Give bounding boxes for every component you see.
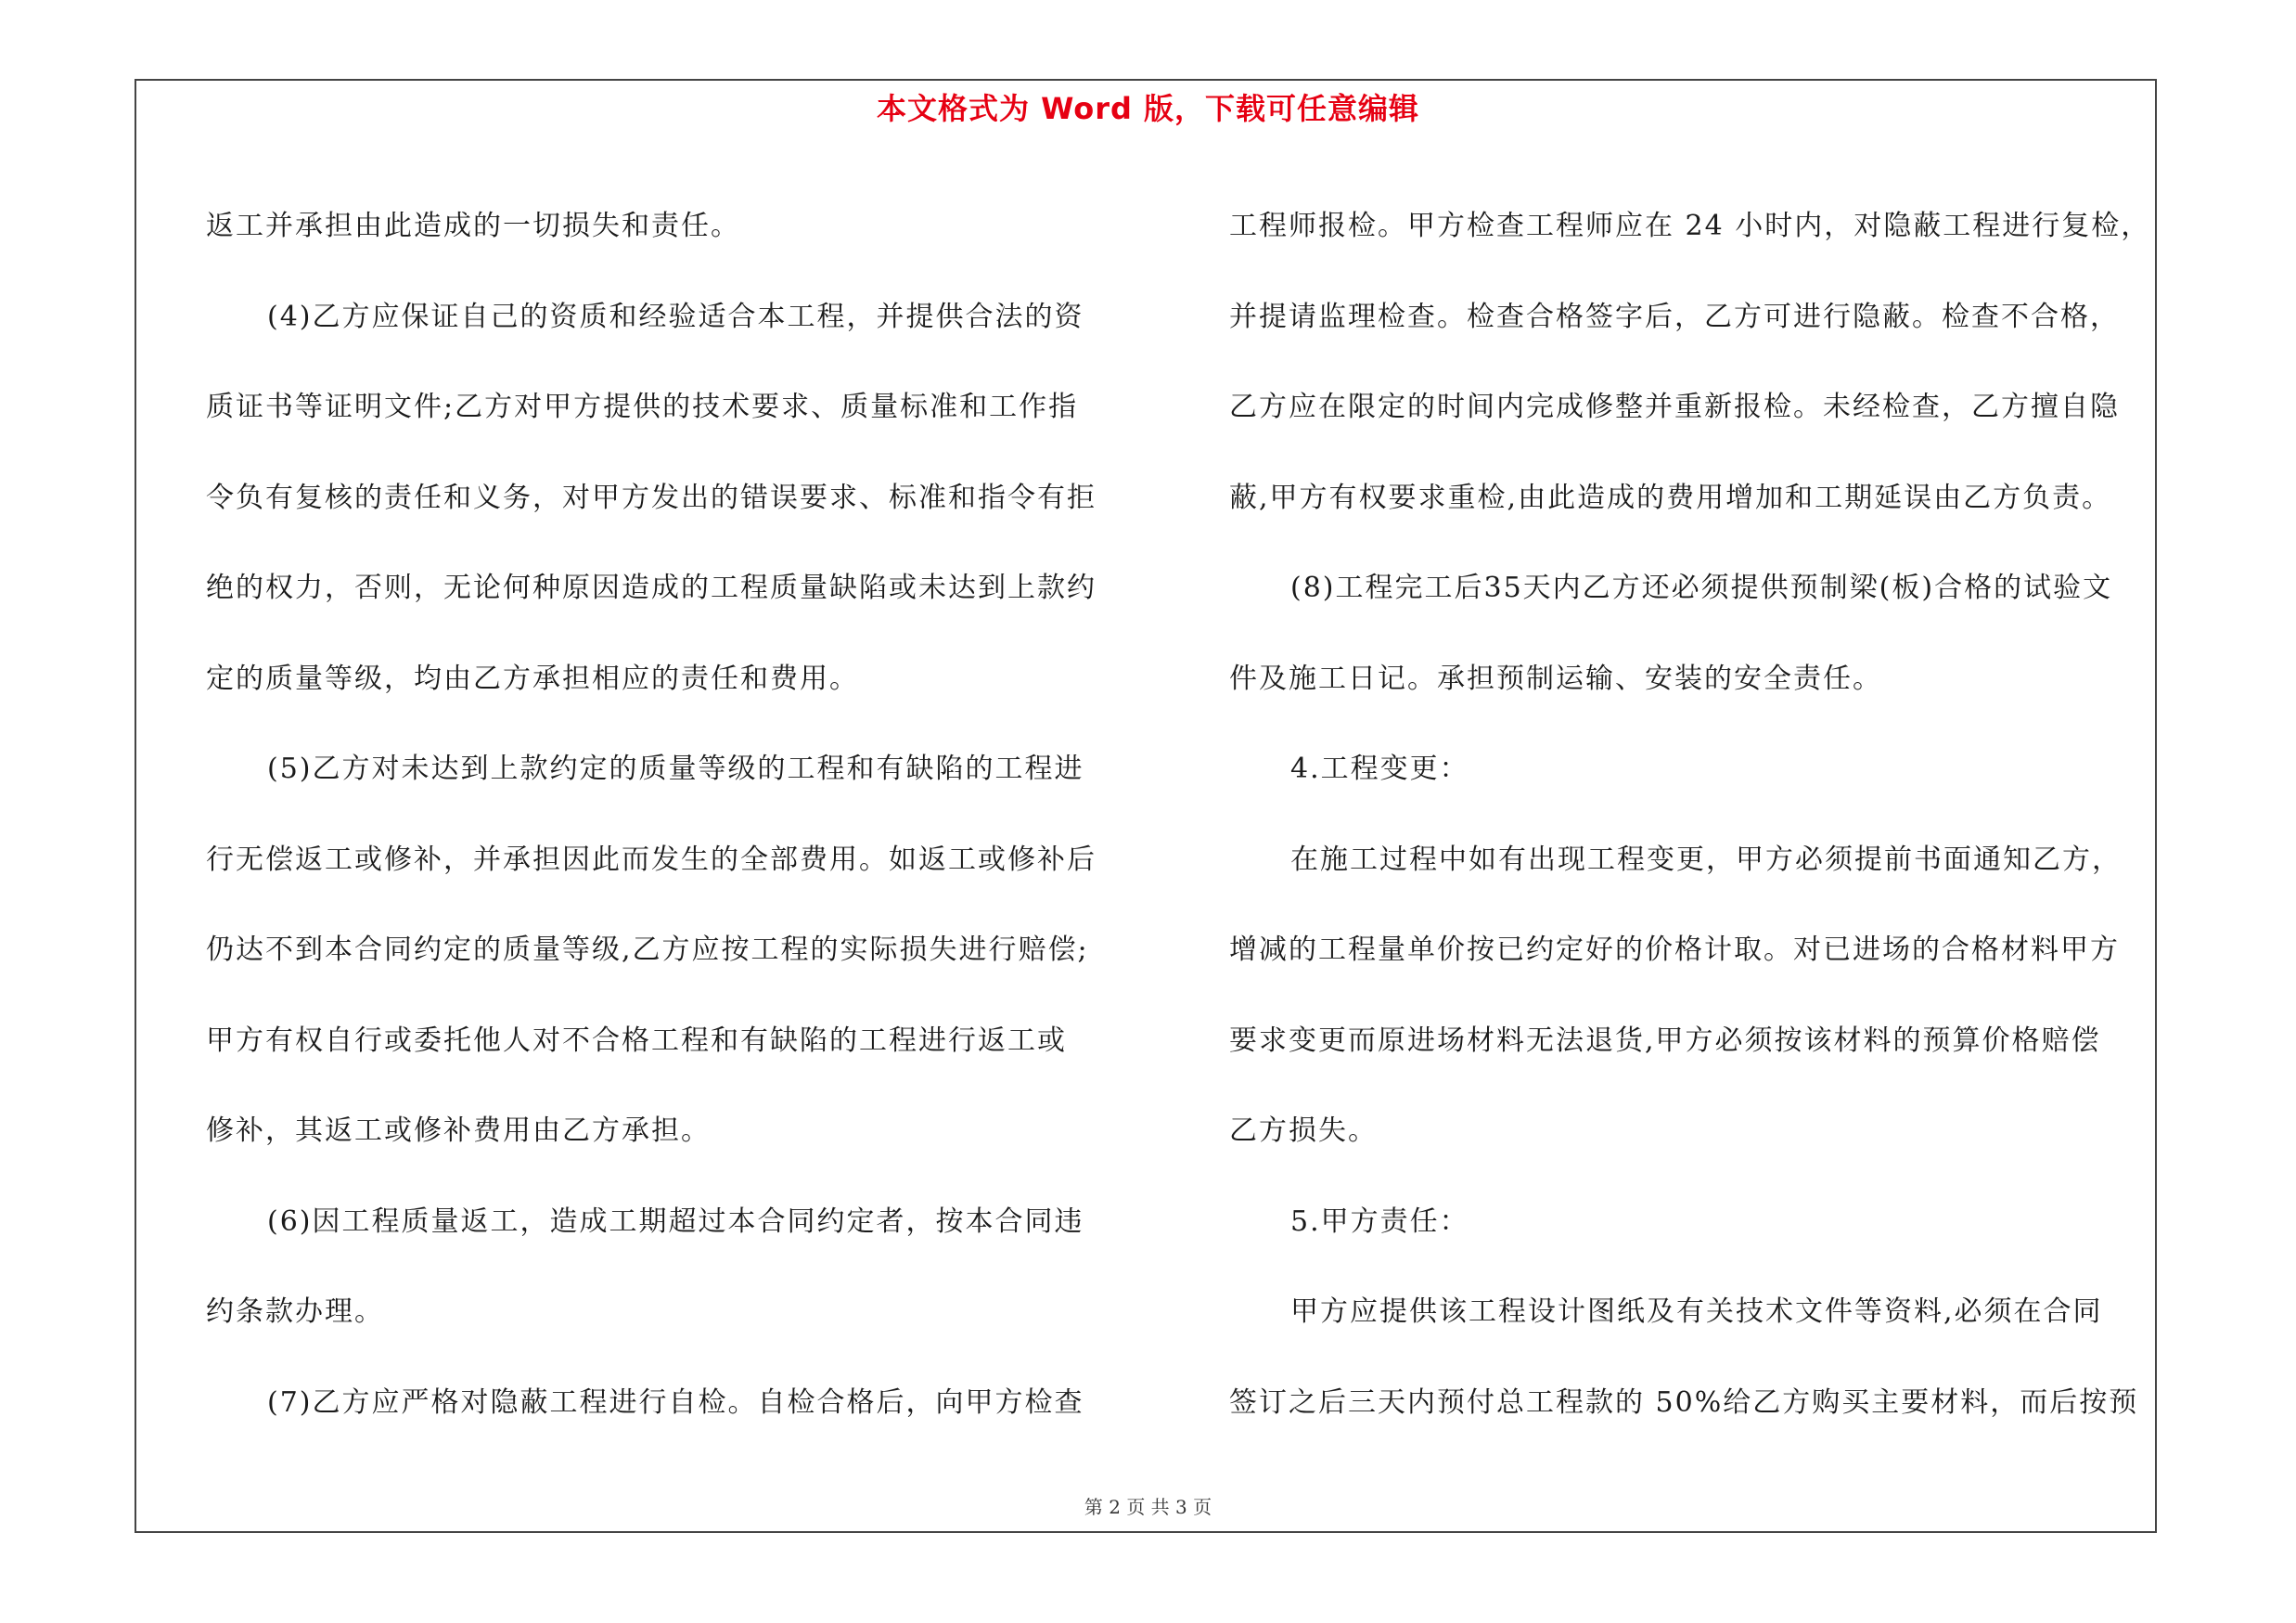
text-line: 令负有复核的责任和义务，对甲方发出的错误要求、标准和指令有拒 — [206, 481, 1097, 514]
paragraph-start-line: 甲方应提供该工程设计图纸及有关技术文件等资料,必须在合同 — [1290, 1295, 2103, 1328]
text-line: 并提请监理检查。检查合格签字后，乙方可进行隐蔽。检查不合格， — [1229, 300, 2120, 333]
text-line: 仍达不到本合同约定的质量等级,乙方应按工程的实际损失进行赔偿; — [206, 934, 1089, 966]
text-line: 签订之后三天内预付总工程款的 50%给乙方购买主要材料，而后按预 — [1229, 1385, 2139, 1419]
text-line: 返工并承担由此造成的一切损失和责任。 — [206, 210, 740, 242]
paragraph-start-line: (8)工程完工后35天内乙方还必须提供预制梁(板)合格的试验文 — [1290, 572, 2113, 604]
right-column — [1229, 181, 2157, 1448]
text-line: 修补，其返工或修补费用由乙方承担。 — [206, 1114, 711, 1147]
text-line: 要求变更而原进场材料无法退货,甲方必须按该材料的预算价格赔偿 — [1229, 1024, 2101, 1057]
text-line: 定的质量等级，均由乙方承担相应的责任和费用。 — [206, 662, 859, 695]
paragraph-start-line: (7)乙方应严格对隐蔽工程进行自检。自检合格后，向甲方检查 — [267, 1385, 1084, 1419]
section-heading: 5.甲方责任： — [1290, 1204, 1469, 1238]
text-line: 行无偿返工或修补，并承担因此而发生的全部费用。如返工或修补后 — [206, 843, 1097, 876]
text-line: 绝的权力，否则，无论何种原因造成的工程质量缺陷或未达到上款约 — [206, 572, 1097, 604]
text-line: 工程师报检。甲方检查工程师应在 24 小时内，对隐蔽工程进行复检， — [1229, 210, 2151, 242]
paragraph-start-line: (6)因工程质量返工，造成工期超过本合同约定者，按本合同违 — [267, 1204, 1084, 1238]
page-number: 第 2 页 共 3 页 — [1084, 1496, 1212, 1518]
left-column — [206, 181, 1124, 1448]
text-line: 蔽,甲方有权要求重检,由此造成的费用增加和工期延误由乙方负责。 — [1229, 481, 2112, 514]
paragraph-start-line: (4)乙方应保证自己的资质和经验适合本工程，并提供合法的资 — [267, 300, 1084, 333]
header-banner: 本文格式为 Word 版，下载可任意编辑 — [876, 91, 1420, 126]
section-heading: 4.工程变更： — [1290, 753, 1469, 785]
paragraph-start-line: (5)乙方对未达到上款约定的质量等级的工程和有缺陷的工程进 — [267, 753, 1084, 785]
text-line: 乙方应在限定的时间内完成修整并重新报检。未经检查，乙方擅自隐 — [1229, 391, 2120, 423]
paragraph-start-line: 在施工过程中如有出现工程变更，甲方必须提前书面通知乙方， — [1290, 843, 2122, 876]
text-line: 乙方损失。 — [1229, 1114, 1378, 1147]
text-line: 件及施工日记。承担预制运输、安装的安全责任。 — [1229, 662, 1882, 695]
text-line: 甲方有权自行或委托他人对不合格工程和有缺陷的工程进行返工或 — [206, 1024, 1067, 1057]
text-line: 质证书等证明文件;乙方对甲方提供的技术要求、质量标准和工作指 — [206, 391, 1079, 423]
text-line: 增减的工程量单价按已约定好的价格计取。对已进场的合格材料甲方 — [1229, 934, 2120, 966]
text-line: 约条款办理。 — [206, 1295, 384, 1328]
